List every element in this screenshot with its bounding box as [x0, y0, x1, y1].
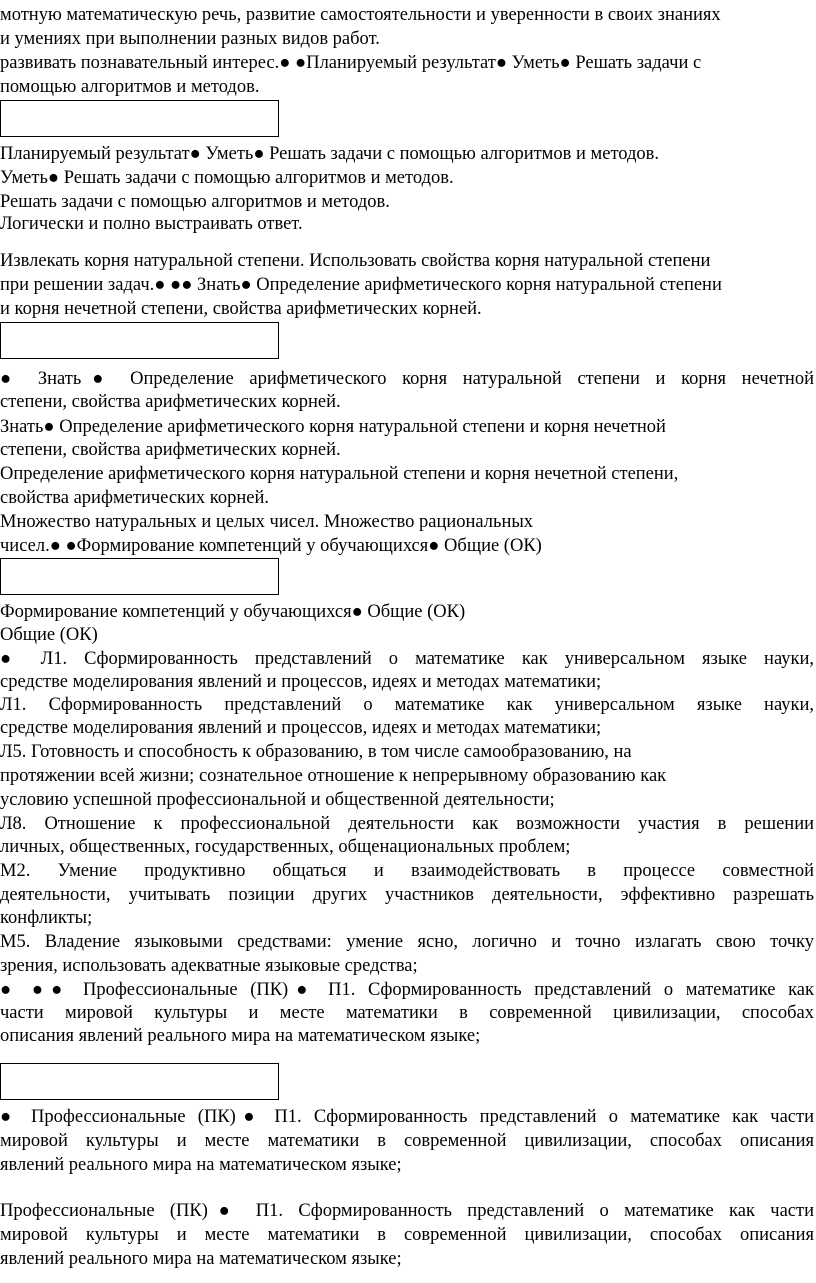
text-line: средстве моделирования явлений и процессов, идеях и методах математики;: [0, 718, 602, 738]
text-line: М5. Владение языковыми средствами: умение ясно, логично и точно излагать свою точку: [0, 932, 814, 952]
text-line: степени, свойства арифметических корней.: [0, 440, 341, 460]
text-line: явлений реального мира на математическом языке;: [0, 1155, 402, 1175]
text-line: ● Профессиональные (ПК)● П1. Сформированность представлений о математике как части: [0, 1107, 814, 1127]
text-line: чисел.● ●Формирование компетенций у обучающихся● Общие (ОК): [0, 536, 542, 556]
text-line: конфликты;: [0, 908, 93, 928]
text-line: помощью алгоритмов и методов.: [0, 77, 260, 97]
empty-field-box: [0, 322, 279, 359]
text-line: свойства арифметических корней.: [0, 488, 269, 508]
text-line: условию успешной профессиональной и общественной деятельности;: [0, 790, 555, 810]
text-line: средстве моделирования явлений и процессов, идеях и методах математики;: [0, 672, 602, 692]
text-line: Планируемый результат● Уметь● Решать задачи с помощью алгоритмов и методов.: [0, 144, 660, 164]
text-line: мотную математическую речь, развитие самостоятельности и уверенности в своих знаниях: [0, 5, 721, 25]
text-line: и корня нечетной степени, свойства арифметических корней.: [0, 299, 482, 319]
text-line: развивать познавательный интерес.● ●Планируемый результат● Уметь● Решать задачи с: [0, 53, 702, 73]
text-line: протяжении всей жизни; сознательное отношение к непрерывному образованию как: [0, 766, 667, 786]
text-line: Решать задачи с помощью алгоритмов и методов.: [0, 192, 390, 212]
text-line: части мировой культуры и месте математики в современной цивилизации, способах: [0, 1003, 814, 1023]
text-line: личных, общественных, государственных, общенациональных проблем;: [0, 837, 571, 857]
empty-field-box: [0, 558, 279, 595]
text-line: степени, свойства арифметических корней.: [0, 392, 341, 412]
text-line: зрения, использовать адекватные языковые средства;: [0, 956, 418, 976]
text-line: М2. Умение продуктивно общаться и взаимодействовать в процессе совместной: [0, 861, 814, 881]
text-line: ● ●● Профессиональные (ПК)● П1. Сформированность представлений о математике как: [0, 980, 814, 1000]
text-line: явлений реального мира на математическом языке;: [0, 1249, 402, 1269]
text-line: Л5. Готовность и способность к образованию, в том числе самообразованию, на: [0, 742, 632, 762]
text-line: ● Знать● Определение арифметического корня натуральной степени и корня нечетной: [0, 369, 814, 389]
text-line: Определение арифметического корня натуральной степени и корня нечетной степени,: [0, 464, 679, 484]
text-line: Профессиональные (ПК)● П1. Сформированность представлений о математике как части: [0, 1201, 814, 1221]
text-line: Логически и полно выстраивать ответ.: [0, 214, 303, 234]
text-line: мировой культуры и месте математики в современной цивилизации, способах описания: [0, 1225, 814, 1245]
text-line: мировой культуры и месте математики в современной цивилизации, способах описания: [0, 1131, 814, 1151]
text-line: Общие (ОК): [0, 625, 98, 645]
text-line: Знать● Определение арифметического корня натуральной степени и корня нечетной: [0, 417, 666, 437]
text-line: деятельности, учитывать позиции других участников деятельности, эффективно разрешать: [0, 885, 814, 905]
text-line: ● Л1. Сформированность представлений о математике как универсальном языке науки,: [0, 649, 814, 669]
text-line: Л1. Сформированность представлений о математике как универсальном языке науки,: [0, 695, 814, 715]
text-line: Извлекать корня натуральной степени. Использовать свойства корня натуральной степени: [0, 251, 711, 271]
text-line: Формирование компетенций у обучающихся● Общие (ОК): [0, 602, 466, 622]
empty-field-box: [0, 1063, 279, 1100]
text-line: Множество натуральных и целых чисел. Множество рациональных: [0, 512, 534, 532]
empty-field-box: [0, 100, 279, 137]
text-line: Л8. Отношение к профессиональной деятельности как возможности участия в решении: [0, 814, 814, 834]
text-line: Уметь● Решать задачи с помощью алгоритмов и методов.: [0, 168, 454, 188]
text-line: при решении задач.● ●● Знать● Определение арифметического корня натуральной степени: [0, 275, 722, 295]
text-line: и умениях при выполнении разных видов работ.: [0, 29, 380, 49]
text-line: описания явлений реального мира на математическом языке;: [0, 1026, 481, 1046]
